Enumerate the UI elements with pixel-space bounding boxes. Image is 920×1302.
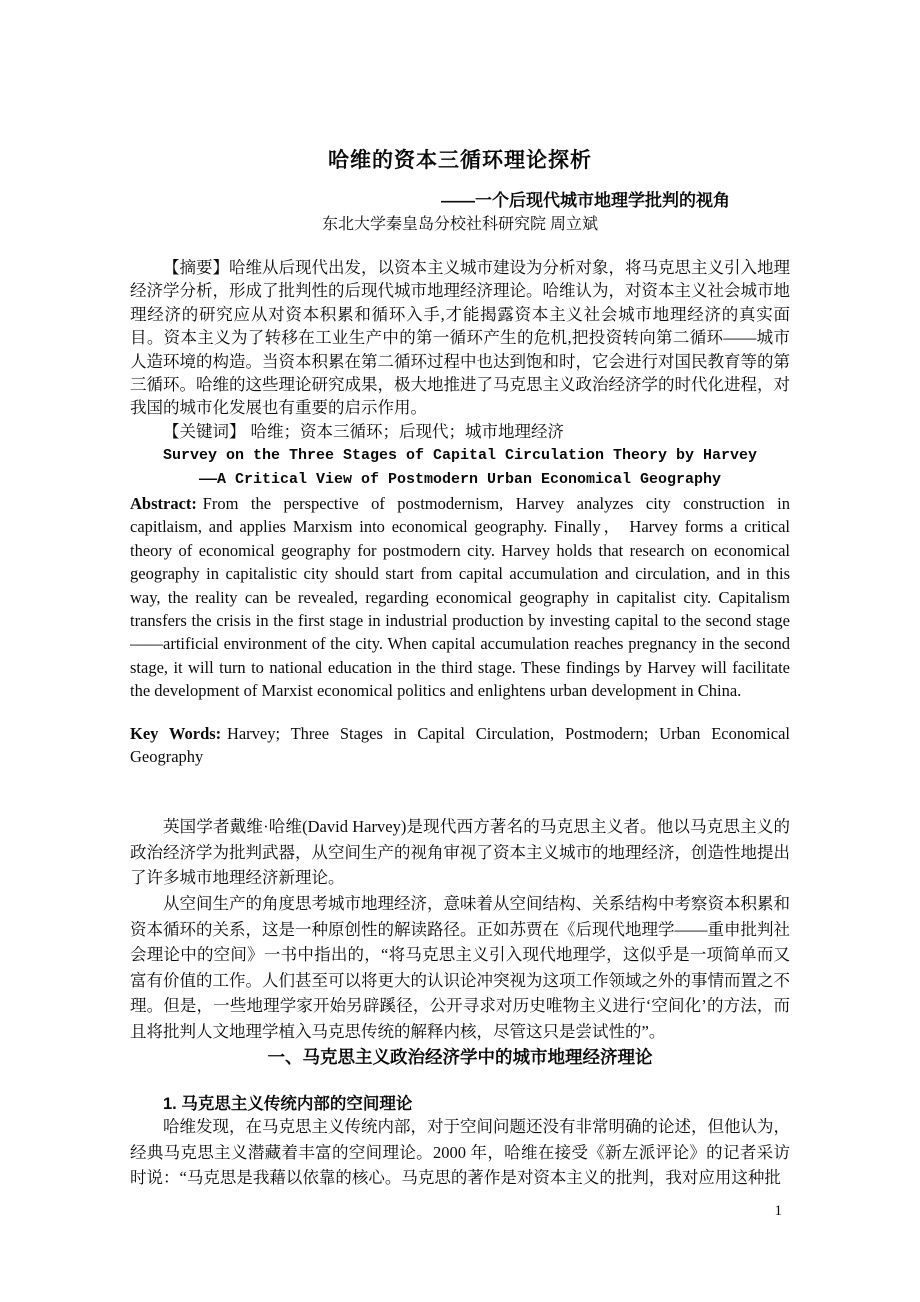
body-paragraph-2: 从空间生产的角度思考城市地理经济，意味着从空间结构、关系结构中考察资本积累和资本循环的关系，这是一种原创性的解读路径。正如苏贾在《后现代地理学——重申批判社会理论中的空间》一书中指出的，“将马克思主义引入现代地理学，这似乎是一项简单而又富有价值的工作。人们甚至可以将更大的认识论冲突视为这项工作领域之外的事情而置之不理。但是，一些地理学家开始另辟蹊径，公开寻求对历史唯物主义进行‘空间化’的方法，而且将批判人文地理学植入马克思传统的解释内核，尽管这只是尝试性的”。	[130, 894, 790, 1041]
keywords-en-label: Key Words:	[130, 724, 222, 743]
keywords-en	[130, 722, 790, 769]
abstract-en	[130, 492, 790, 703]
author-affiliation: 东北大学秦皇岛分校社科研究院 周立斌	[321, 216, 598, 233]
abstract-cn	[130, 256, 790, 420]
abstract-en-text: From the perspective of postmodernism, Harvey analyzes city construction in capitlaism, and applies Marxism into economical geography. Finally， Harvey forms a critical theory of economical geography for postmodern city. Harvey holds that research on economical geography in capitalistic city should start from capital accumulation and circulation, and in this way, the reality can be revealed, regarding economical geography in capitalist city. Capitalism transfers the crisis in the first stage in industrial production by investing capital to the second stage——artificial environment of the city. When capital accumulation reaches pregnancy in the second stage, it will turn to national education in the third stage. These findings by Harvey will facilitate the development of Marxist economical politics and enlightens urban development in China.	[130, 494, 790, 701]
subtitle-en: ——A Critical View of Postmodern Urban Economical Geography	[198, 471, 722, 488]
keywords-cn-text: 哈维；资本三循环；后现代；城市地理经济	[250, 422, 564, 441]
body-paragraph-1: 英国学者戴维·哈维(David Harvey)是现代西方著名的马克思主义者。他以马克思主义的政治经济学为批判武器，从空间生产的视角审视了资本主义城市的地理经济，创造性地提出了许多城市地理经济新理论。	[130, 817, 790, 887]
abstract-en-label: Abstract:	[130, 494, 197, 513]
body-paragraph-3: 哈维发现，在马克思主义传统内部，对于空间问题还没有非常明确的论述，但他认为，经典马克思主义潜藏着丰富的空间理论。2000 年，哈维在接受《新左派评论》的记者采访时说：“马克思是我藉以依靠的核心。马克思的著作是对资本主义的批判，我对应用这种批	[130, 1117, 790, 1187]
page-subtitle: ——一个后现代城市地理学批判的视角	[441, 191, 730, 210]
abstract-cn-text: 哈维从后现代出发，以资本主义城市建设为分析对象，将马克思主义引入地理经济学分析，形成了批判性的后现代城市地理经济理论。哈维认为，对资本主义社会城市地理经济的研究应从对资本积累和循环入手,才能揭露资本主义社会城市地理经济的真实面目。资本主义为了转移在工业生产中的第一循环产生的危机,把投资转向第二循环——城市人造环境的构造。当资本积累在第二循环过程中也达到饱和时，它会进行对国民教育等的第三循环。哈维的这些理论研究成果，极大地推进了马克思主义政治经济学的时代化进程，对我国的城市化发展也有重要的启示作用。	[130, 258, 790, 418]
section-1-heading: 一、马克思主义政治经济学中的城市地理经济理论	[267, 1047, 653, 1067]
subsection-1-heading: 1. 马克思主义传统内部的空间理论	[163, 1095, 413, 1113]
title-en: Survey on the Three Stages of Capital Circulation Theory by Harvey	[162, 447, 758, 464]
keywords-cn-label: 【关键词】	[163, 422, 246, 441]
page-number: 1	[774, 1203, 782, 1219]
keywords-cn	[130, 420, 790, 443]
abstract-cn-label: 【摘要】	[163, 258, 229, 277]
page-title: 哈维的资本三循环理论探析	[328, 149, 592, 172]
keywords-en-text: Harvey; Three Stages in Capital Circulation, Postmodern; Urban Economical Geography	[130, 724, 790, 767]
